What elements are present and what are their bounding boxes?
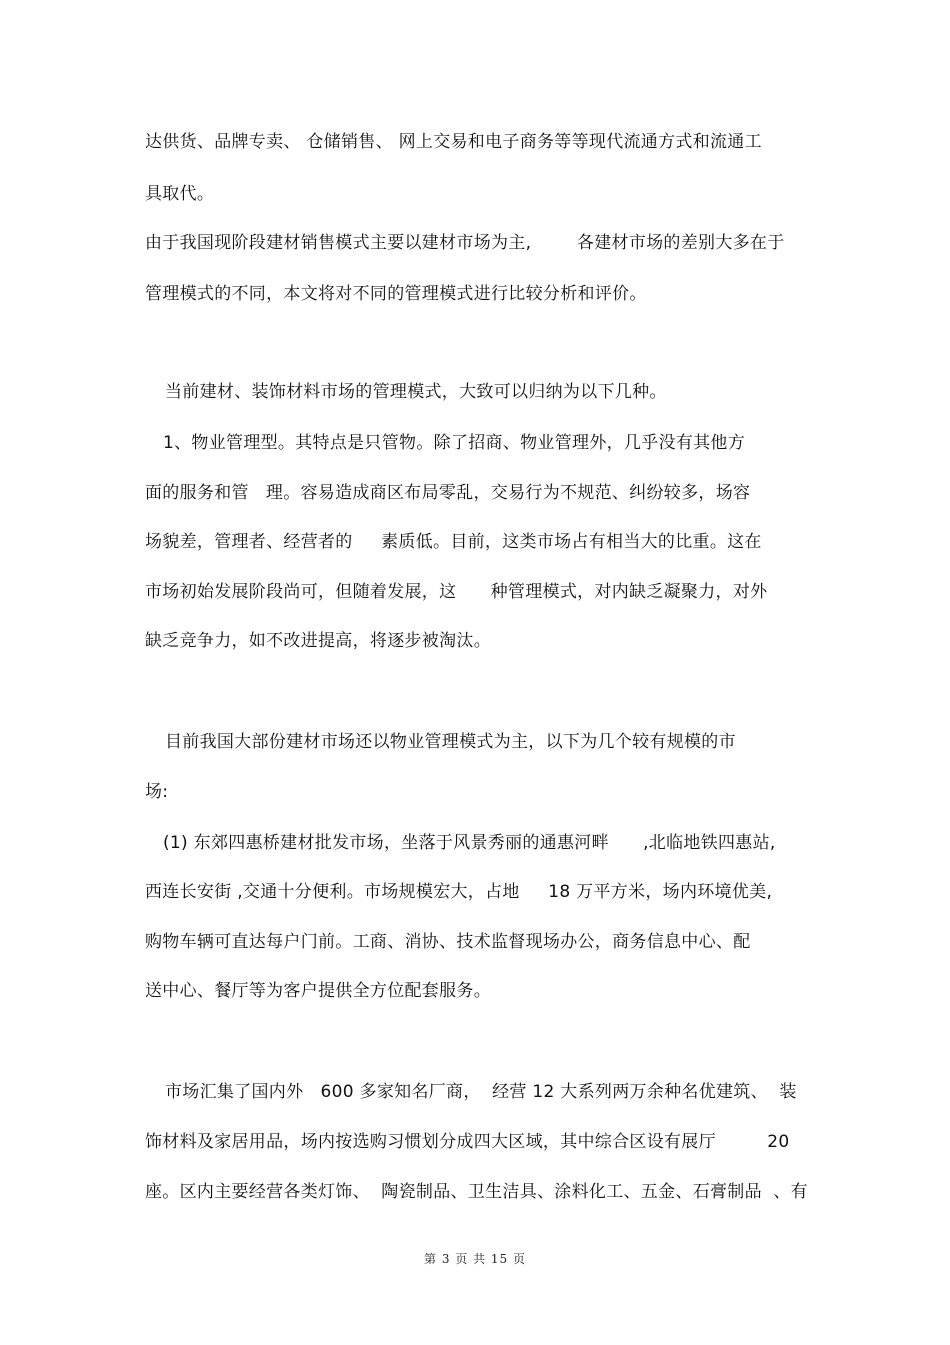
- text-line: 饰材料及家居用品，场内按选购习惯划分成四大区域，其中综合区设有展厅 20: [145, 1132, 790, 1152]
- text-line: 面的服务和管 理。容易造成商区布局零乱，交易行为不规范、纠纷较多，场容: [145, 483, 751, 503]
- text-line: 具取代。: [145, 184, 215, 204]
- page-number-footer: 第 3 页 共 15 页: [424, 1252, 526, 1266]
- paragraph-lead-line: 目前我国大部份建材市场还以物业管理模式为主，以下为几个较有规模的市: [165, 732, 736, 752]
- text-line: 送中心、餐厅等为客户提供全方位配套服务。: [145, 981, 491, 1001]
- text-line: 缺乏竞争力，如不改进提高，将逐步被淘汰。: [145, 631, 491, 651]
- text-line: 达供货、品牌专卖、 仓储销售、 网上交易和电子商务等等现代流通方式和流通工: [145, 132, 762, 152]
- text-line: 管理模式的不同，本文将对不同的管理模式进行比较分析和评价。: [145, 284, 647, 304]
- text-line: 市场初始发展阶段尚可，但随着发展，这 种管理模式，对内缺乏凝聚力，对外: [145, 582, 768, 602]
- paragraph-lead-line: 当前建材、装饰材料市场的管理模式，大致可以归纳为以下几种。: [165, 382, 667, 402]
- text-line: 购物车辆可直达每户门前。工商、消协、技术监督现场办公，商务信息中心、配: [145, 932, 751, 952]
- list-item-line: (1) 东郊四惠桥建材批发市场，坐落于风景秀丽的通惠河畔 ,北临地铁四惠站,: [163, 833, 776, 853]
- text-line: 由于我国现阶段建材销售模式主要以建材市场为主, 各建材市场的差别大多在于: [145, 233, 785, 253]
- text-line: 场:: [145, 782, 169, 802]
- list-item-line: 1、物业管理型。其特点是只管物。除了招商、物业管理外，几乎没有其他方: [163, 433, 746, 453]
- text-line: 座。区内主要经营各类灯饰、 陶瓷制品、卫生洁具、涂料化工、五金、石膏制品 、有: [145, 1182, 808, 1202]
- text-line: 西连长安街 ,交通十分便利。市场规模宏大，占地 18 万平方米，场内环境优美,: [145, 882, 773, 902]
- paragraph-lead-line: 市场汇集了国内外 600 多家知名厂商， 经营 12 大系列两万余种名优建筑、 装: [165, 1082, 797, 1102]
- text-line: 场貌差，管理者、经营者的 素质低。目前，这类市场占有相当大的比重。这在: [145, 532, 762, 552]
